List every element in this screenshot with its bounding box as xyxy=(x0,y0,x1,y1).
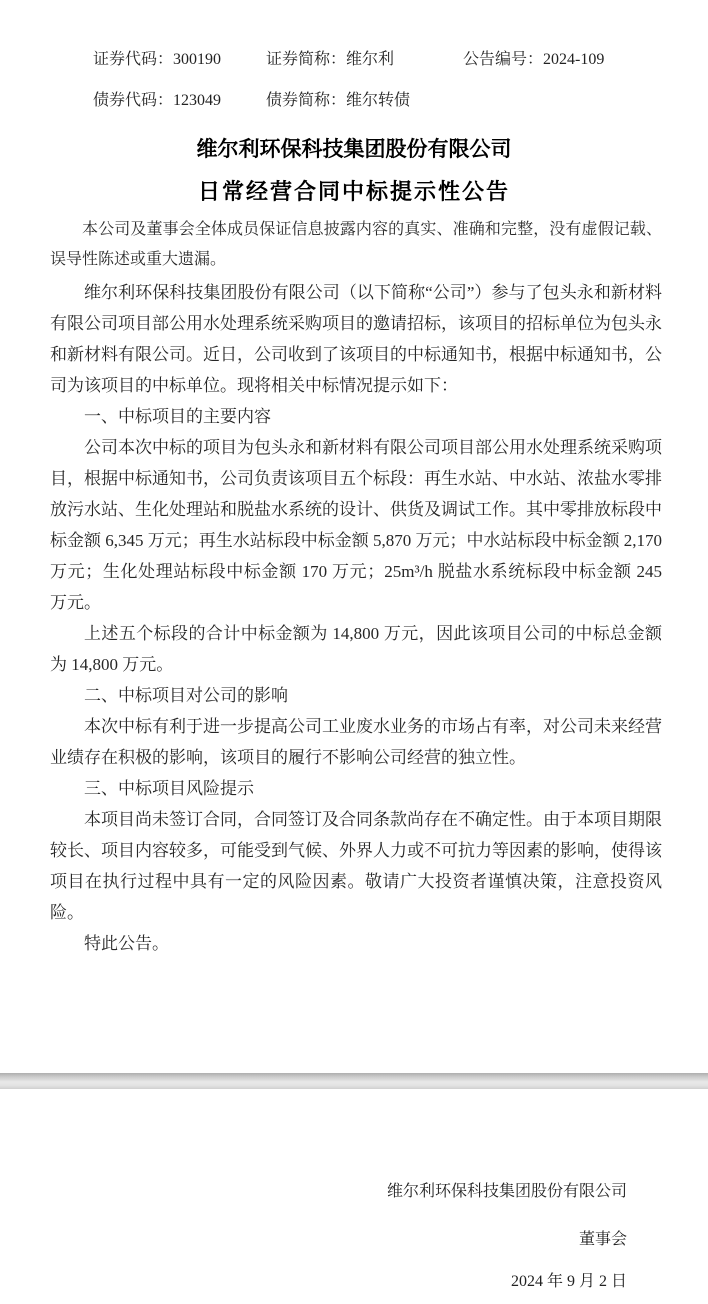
section-2-paragraph-1: 本次中标有利于进一步提高公司工业废水业务的市场占有率，对公司未来经营业绩存在积极的影响，该项目的履行不影响公司经营的独立性。 xyxy=(50,717,662,767)
closing-paragraph: 特此公告。 xyxy=(84,934,169,953)
announcement-page-2 xyxy=(0,1089,708,1304)
announcement-number: 公告编号：2024-109 xyxy=(463,51,605,68)
section-1-paragraph-2: 上述五个标段的合计中标金额为 14,800 万元，因此该项目公司的中标总金额为 14,800 万元。 xyxy=(50,624,662,674)
intro-paragraph: 维尔利环保科技集团股份有限公司（以下简称“公司”）参与了包头永和新材料有限公司项目部公用水处理系统采购项目的邀请招标，该项目的招标单位为包头永和新材料有限公司。近日，公司收到了该项目的中标通知书，根据中标通知书，公司为该项目的中标单位。现将相关中标情况提示如下： xyxy=(50,283,662,395)
header-row-2 xyxy=(0,91,708,111)
section-3-heading: 三、中标项目风险提示 xyxy=(84,779,254,798)
section-1-heading: 一、中标项目的主要内容 xyxy=(84,407,271,426)
document-header xyxy=(0,0,708,111)
section-2-heading: 二、中标项目对公司的影响 xyxy=(84,686,288,705)
header-row-1 xyxy=(0,50,708,70)
footer-date: 2024 年 9 月 2 日 xyxy=(510,1273,627,1290)
footer-company-name: 维尔利环保科技集团股份有限公司 xyxy=(386,1183,627,1200)
page-separator xyxy=(0,1073,708,1089)
disclaimer-paragraph: 本公司及董事会全体成员保证信息披露内容的真实、准确和完整，没有虚假记载、误导性陈述或重大遗漏。 xyxy=(50,221,662,268)
signature-block xyxy=(0,1181,708,1293)
bond-short-name: 债券简称：维尔转债 xyxy=(266,92,411,109)
announcement-title: 日常经营合同中标提示性公告 xyxy=(197,179,510,204)
section-1-paragraph-1: 公司本次中标的项目为包头永和新材料有限公司项目部公用水处理系统采购项目，根据中标通知书，公司负责该项目五个标段：再生水站、中水站、浓盐水零排放污水站、生化处理站和脱盐水系统的设计、供货及调试工作。其中零排放标段中标金额 6,345 万元；再生水站标段中标金额 5,870 万元；中水站标段中标金额 2,170 万元；生化处理站标段中标金额 170 万元；25m³/h 脱盐水系统标段中标金额 245 万元。 xyxy=(50,438,662,612)
section-3-paragraph-1: 本项目尚未签订合同，合同签订及合同条款尚存在不确定性。由于本项目期限较长、项目内容较多，可能受到气候、外界人力或不可抗力等因素的影响，使得该项目在执行过程中具有一定的风险因素。敬请广大投资者谨慎决策，注意投资风险。 xyxy=(50,810,662,922)
bond-code: 债券代码：123049 xyxy=(93,92,222,109)
footer-signer: 董事会 xyxy=(578,1231,627,1248)
announcement-body xyxy=(0,277,708,959)
stock-short-name: 证券简称：维尔利 xyxy=(266,51,395,68)
stock-code: 证券代码：300190 xyxy=(93,51,222,68)
company-title: 维尔利环保科技集团股份有限公司 xyxy=(196,137,512,161)
